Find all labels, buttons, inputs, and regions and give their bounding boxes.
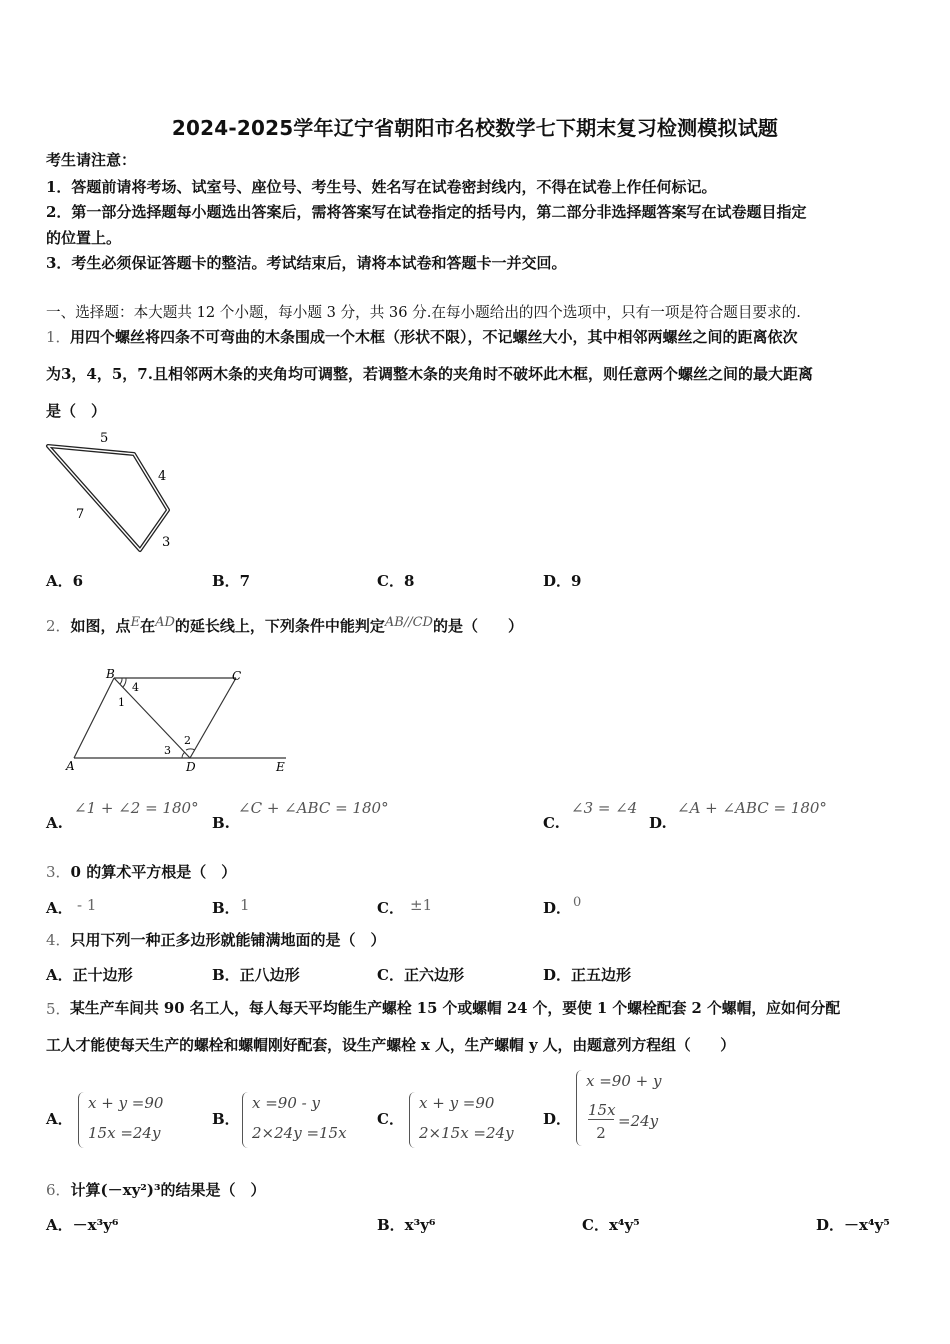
q2-label-e: E — [276, 760, 285, 774]
q2-option-d-expr[interactable]: ∠A + ∠ABC = 180° — [677, 799, 827, 817]
q5-c-eq-2: 2×15x =24y — [419, 1124, 514, 1142]
q5-option-d-system[interactable] — [576, 1070, 686, 1148]
q1-option-b[interactable]: B．7 — [212, 572, 251, 590]
q5-d-eq-1: x =90 + y — [586, 1072, 662, 1090]
q2-label-1: 1 — [118, 696, 125, 709]
q2-option-a-expr[interactable]: ∠1 + ∠2 = 180° — [74, 799, 199, 817]
notice-line-1: 1．答题前请将考场、试室号、座位号、考生号、姓名写在试卷密封线内，不得在试卷上作任何标记。 — [46, 178, 717, 196]
q2-label-4: 4 — [132, 681, 139, 694]
q3-number: 3． — [46, 863, 71, 881]
q1-line-1: 用四个螺丝将四条不可弯曲的木条围成一个木框（形状不限），不记螺丝大小，其中相邻两螺丝之间的距离依次 — [70, 328, 798, 346]
q2-label-c: C — [232, 669, 242, 683]
q3-option-b-letter[interactable]: B． — [212, 899, 240, 917]
q1-option-c[interactable]: C．8 — [377, 572, 415, 590]
q4-line — [46, 930, 386, 950]
q2-point-e: E — [130, 615, 141, 630]
q3-option-d-value[interactable]: 0 — [573, 895, 582, 910]
notice-line-4: 3．考生必须保证答题卡的整洁。考试结束后，请将本试卷和答题卡一并交回。 — [46, 254, 567, 272]
q1-label-3: 3 — [162, 535, 171, 550]
q5-a-eq-2: 15x =24y — [88, 1124, 161, 1142]
q2-text-b: 在 — [140, 617, 156, 635]
q3-option-b-value[interactable]: 1 — [240, 896, 250, 914]
q5-line-2: 工人才能使每天生产的螺栓和螺帽刚好配套，设生产螺栓 x 人，生产螺帽 y 人，由题意列方程组（ ） — [46, 1037, 736, 1054]
q2-label-d: D — [186, 760, 196, 774]
q6-line — [46, 1180, 266, 1200]
q3-line — [46, 862, 236, 882]
q5-option-b-system[interactable] — [242, 1092, 362, 1150]
q1-label-4: 4 — [158, 469, 167, 484]
q6-text: 计算(－xy²)³的结果是（ ） — [70, 1181, 266, 1199]
q2-option-b-expr[interactable]: ∠C + ∠ABC = 180° — [238, 799, 389, 817]
q2-label-a: A — [66, 759, 75, 773]
q4-option-d[interactable]: D．正五边形 — [543, 966, 632, 984]
q3-option-a-value[interactable]: - 1 — [77, 896, 97, 914]
q5-option-c-letter[interactable]: C． — [377, 1110, 404, 1128]
q6-option-d[interactable]: D．－x⁴y⁵ — [816, 1216, 890, 1234]
q5-line-1: 某生产车间共 90 名工人，每人每天平均能生产螺栓 15 个或螺帽 24 个，要使 1 个螺栓配套 2 个螺帽，应如何分配 — [70, 1000, 841, 1017]
q6-option-b[interactable]: B．x³y⁶ — [377, 1216, 436, 1234]
q5-d-eq-2-rhs: =24y — [618, 1112, 659, 1130]
q2-option-d-letter[interactable]: D. — [649, 814, 667, 832]
q2-number: 2． — [46, 617, 71, 635]
q1-label-5: 5 — [100, 431, 109, 446]
q4-number: 4． — [46, 931, 71, 949]
q5-c-eq-1: x + y =90 — [419, 1094, 495, 1112]
q1-option-d[interactable]: D．9 — [543, 572, 582, 590]
q2-text-d: 的是（ ） — [432, 617, 523, 635]
q2-label-3: 3 — [164, 744, 171, 757]
q5-option-a-system[interactable] — [78, 1092, 178, 1150]
notice-line-3: 的位置上。 — [46, 229, 122, 247]
q4-option-c[interactable]: C．正六边形 — [377, 966, 464, 984]
q5-option-c-system[interactable] — [409, 1092, 529, 1150]
q4-option-b[interactable]: B．正八边形 — [212, 966, 300, 984]
q2-label-2: 2 — [184, 734, 191, 747]
q6-option-a[interactable]: A．－x³y⁶ — [46, 1216, 119, 1234]
q1-option-a[interactable]: A．6 — [46, 572, 84, 590]
q2-option-c-expr[interactable]: ∠3 = ∠4 — [571, 799, 638, 817]
q5-d-fraction-numerator: 15x — [588, 1101, 616, 1119]
q1-line-3: 是（ ） — [46, 402, 107, 420]
q5-a-eq-1: x + y =90 — [88, 1094, 164, 1112]
q2-line-ad: AD — [155, 615, 175, 630]
q4-text: 只用下列一种正多边形就能铺满地面的是（ ） — [70, 931, 386, 949]
q5-b-eq-1: x =90 - y — [252, 1094, 320, 1112]
q3-option-c-value[interactable]: ±1 — [410, 896, 433, 914]
q2-option-a-letter[interactable]: A. — [46, 814, 63, 832]
q2-line — [46, 616, 523, 638]
q3-option-a-letter[interactable]: A． — [46, 899, 73, 917]
q1-line-2: 为3，4，5，7.且相邻两木条的夹角均可调整，若调整木条的夹角时不破坏此木框，则任意两个螺丝之间的最大距离 — [46, 365, 813, 383]
q4-option-a[interactable]: A．正十边形 — [46, 966, 133, 984]
q2-parallel: AB//CD — [384, 615, 433, 630]
q1-label-7: 7 — [76, 507, 85, 522]
q1-quadrilateral-figure — [44, 428, 184, 556]
section-heading: 一、选择题：本大题共 12 个小题，每小题 3 分，共 36 分.在每小题给出的四个选项中，只有一项是符合题目要求的. — [46, 304, 801, 321]
q2-option-b-letter[interactable]: B. — [212, 814, 230, 832]
q6-number: 6． — [46, 1181, 71, 1199]
q5-option-a-letter[interactable]: A． — [46, 1110, 73, 1128]
q3-option-c-letter[interactable]: C． — [377, 899, 404, 917]
q2-label-b: B — [106, 667, 115, 681]
q2-option-c-letter[interactable]: C. — [543, 814, 560, 832]
q2-text-c: 的延长线上，下列条件中能判定 — [174, 617, 385, 635]
q5-b-eq-2: 2×24y =15x — [252, 1124, 347, 1142]
q3-text: 0 的算术平方根是（ ） — [70, 863, 237, 881]
notice-line-2: 2．第一部分选择题每小题选出答案后，需将答案写在试卷指定的括号内，第二部分非选择题答案写在试卷题目指定 — [46, 203, 807, 221]
q6-option-c[interactable]: C．x⁴y⁵ — [582, 1216, 640, 1234]
q5-number: 5． — [46, 1000, 71, 1018]
q5-option-b-letter[interactable]: B． — [212, 1110, 240, 1128]
notice-heading: 考生请注意： — [46, 151, 137, 169]
q1-number: 1． — [46, 328, 71, 346]
q5-option-d-letter[interactable]: D． — [543, 1110, 572, 1128]
q5-d-fraction-denominator: 2 — [596, 1124, 606, 1142]
q2-parallelogram-figure — [62, 664, 302, 776]
q3-option-d-letter[interactable]: D． — [543, 899, 572, 917]
q2-text-a: 如图，点 — [70, 617, 131, 635]
page-title: 2024-2025学年辽宁省朝阳市名校数学七下期末复习检测模拟试题 — [171, 116, 779, 140]
